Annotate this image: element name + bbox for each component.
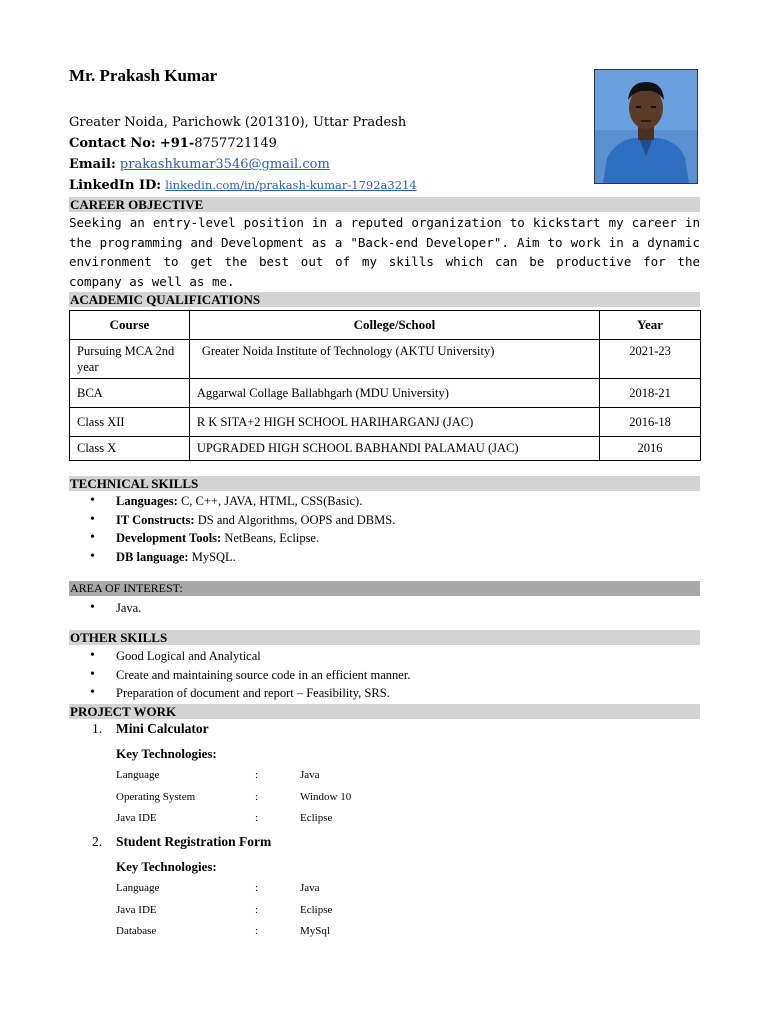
skill-text: Preparation of document and report – Feasibility, SRS. <box>116 686 390 700</box>
section-academic <box>69 292 700 307</box>
list-item <box>90 492 395 511</box>
tech-separator: : <box>255 812 259 824</box>
tech-value: MySql <box>300 925 330 937</box>
table-header-row <box>70 311 701 340</box>
linkedin-label: LinkedIn ID: <box>69 178 162 193</box>
list-item <box>90 647 410 666</box>
list-item <box>90 684 410 703</box>
cell-school: Greater Noida Institute of Technology (AKTU University) <box>189 340 599 379</box>
profile-photo <box>594 69 698 184</box>
section-title: ACADEMIC QUALIFICATIONS <box>70 292 261 307</box>
list-item <box>90 548 395 567</box>
cell-course: BCA <box>70 379 190 408</box>
section-title: PROJECT WORK <box>70 704 177 719</box>
cell-course <box>70 340 190 379</box>
column-header-school: College/School <box>189 311 599 340</box>
tech-separator: : <box>255 769 259 781</box>
section-area-of-interest <box>69 581 700 596</box>
tech-separator: : <box>255 904 259 916</box>
column-header-year: Year <box>600 311 701 340</box>
tech-separator: : <box>255 925 259 937</box>
table-row <box>70 408 701 437</box>
email-label: Email: <box>69 157 116 172</box>
cell-year: 2018-21 <box>600 379 701 408</box>
key-technologies-label: Key Technologies: <box>116 746 217 761</box>
tech-key: Java IDE <box>116 904 157 916</box>
skill-value: NetBeans, Eclipse. <box>221 531 320 545</box>
section-career-objective <box>69 197 700 212</box>
tech-key: Database <box>116 925 157 937</box>
skill-text: Create and maintaining source code in an efficient manner. <box>116 667 411 682</box>
cell-school: R K SITA+2 HIGH SCHOOL HARIHARGANJ (JAC) <box>189 408 599 437</box>
project-name: Mini Calculator <box>116 721 209 736</box>
table-row <box>70 437 701 461</box>
project-title <box>92 834 271 850</box>
tech-value: Java <box>300 882 320 894</box>
tech-value: Eclipse <box>300 904 333 916</box>
tech-key: Language <box>116 882 160 894</box>
cell-course: Class X <box>70 437 190 461</box>
interest-text: Java. <box>116 601 142 615</box>
tech-key: Operating System <box>116 791 196 803</box>
tech-value: Java <box>300 769 320 781</box>
skill-label: Languages: <box>116 494 178 508</box>
list-item <box>90 666 410 685</box>
project-number: 2. <box>92 834 103 849</box>
cell-course: Class XII <box>70 408 190 437</box>
cell-school: Aggarwal Collage Ballabhgarh (MDU University) <box>189 379 599 408</box>
contact-prefix: +91- <box>159 136 195 151</box>
other-skills-list <box>90 647 410 703</box>
section-title: TECHNICAL SKILLS <box>70 476 199 491</box>
skill-value: C, C++, JAVA, HTML, CSS(Basic). <box>177 494 363 508</box>
tech-key: Java IDE <box>116 812 157 824</box>
skill-value: DS and Algorithms, OOPS and DBMS. <box>194 512 396 527</box>
table-row <box>70 379 701 408</box>
career-objective-text: Seeking an entry-level position in a reputed organization to kickstart my career in the programming and Development as a "Back-end Developer". Aim to work in a dynamic environment to get the best out of my skills which can be productive for the company as well as me. <box>69 215 700 289</box>
person-photo-icon <box>595 70 697 183</box>
project-name: Student Registration Form <box>116 834 272 849</box>
section-other-skills <box>69 630 700 645</box>
candidate-name: Mr. Prakash Kumar <box>69 66 218 85</box>
list-item <box>90 599 141 618</box>
cell-year: 2021-23 <box>600 340 701 379</box>
section-title: OTHER SKILLS <box>70 630 168 645</box>
cell-school: UPGRADED HIGH SCHOOL BABHANDI PALAMAU (JAC) <box>189 437 599 461</box>
contact-label: Contact No: <box>69 136 156 151</box>
list-item <box>90 529 395 548</box>
cell-year: 2016 <box>600 437 701 461</box>
tech-separator: : <box>255 791 259 803</box>
skill-label: IT Constructs: <box>116 512 195 527</box>
cell-year: 2016-18 <box>600 408 701 437</box>
section-technical-skills <box>69 476 700 491</box>
tech-separator: : <box>255 882 259 894</box>
skill-value: MySQL. <box>188 549 236 564</box>
project-number: 1. <box>92 721 103 736</box>
project-title <box>92 721 209 737</box>
skill-label: Development Tools: <box>116 531 222 545</box>
contact-line <box>69 136 277 152</box>
list-item <box>90 511 395 530</box>
academic-table <box>69 310 701 461</box>
email-link[interactable]: prakashkumar3546@gmail.com <box>119 157 330 172</box>
interest-list <box>90 599 141 618</box>
address: Greater Noida, Parichowk (201310), Uttar Pradesh <box>69 115 407 130</box>
technical-skills-list <box>90 492 395 566</box>
tech-value: Window 10 <box>300 791 352 803</box>
tech-key: Language <box>116 769 160 781</box>
email-line <box>69 157 330 173</box>
tech-value: Eclipse <box>300 812 333 824</box>
section-project-work <box>69 704 700 719</box>
contact-number: 8757721149 <box>194 136 277 151</box>
table-row <box>70 340 701 379</box>
section-title: AREA OF INTEREST: <box>70 581 183 595</box>
cell-course-text: Pursuing MCA 2nd year <box>77 344 175 374</box>
column-header-course: Course <box>70 311 190 340</box>
key-technologies-label: Key Technologies: <box>116 859 217 874</box>
linkedin-link[interactable]: linkedin.com/in/prakash-kumar-1792a3214 <box>165 178 417 192</box>
skill-label: DB language: <box>116 549 189 564</box>
section-title: CAREER OBJECTIVE <box>70 197 204 212</box>
linkedin-line <box>69 177 417 194</box>
skill-text: Good Logical and Analytical <box>116 649 261 663</box>
